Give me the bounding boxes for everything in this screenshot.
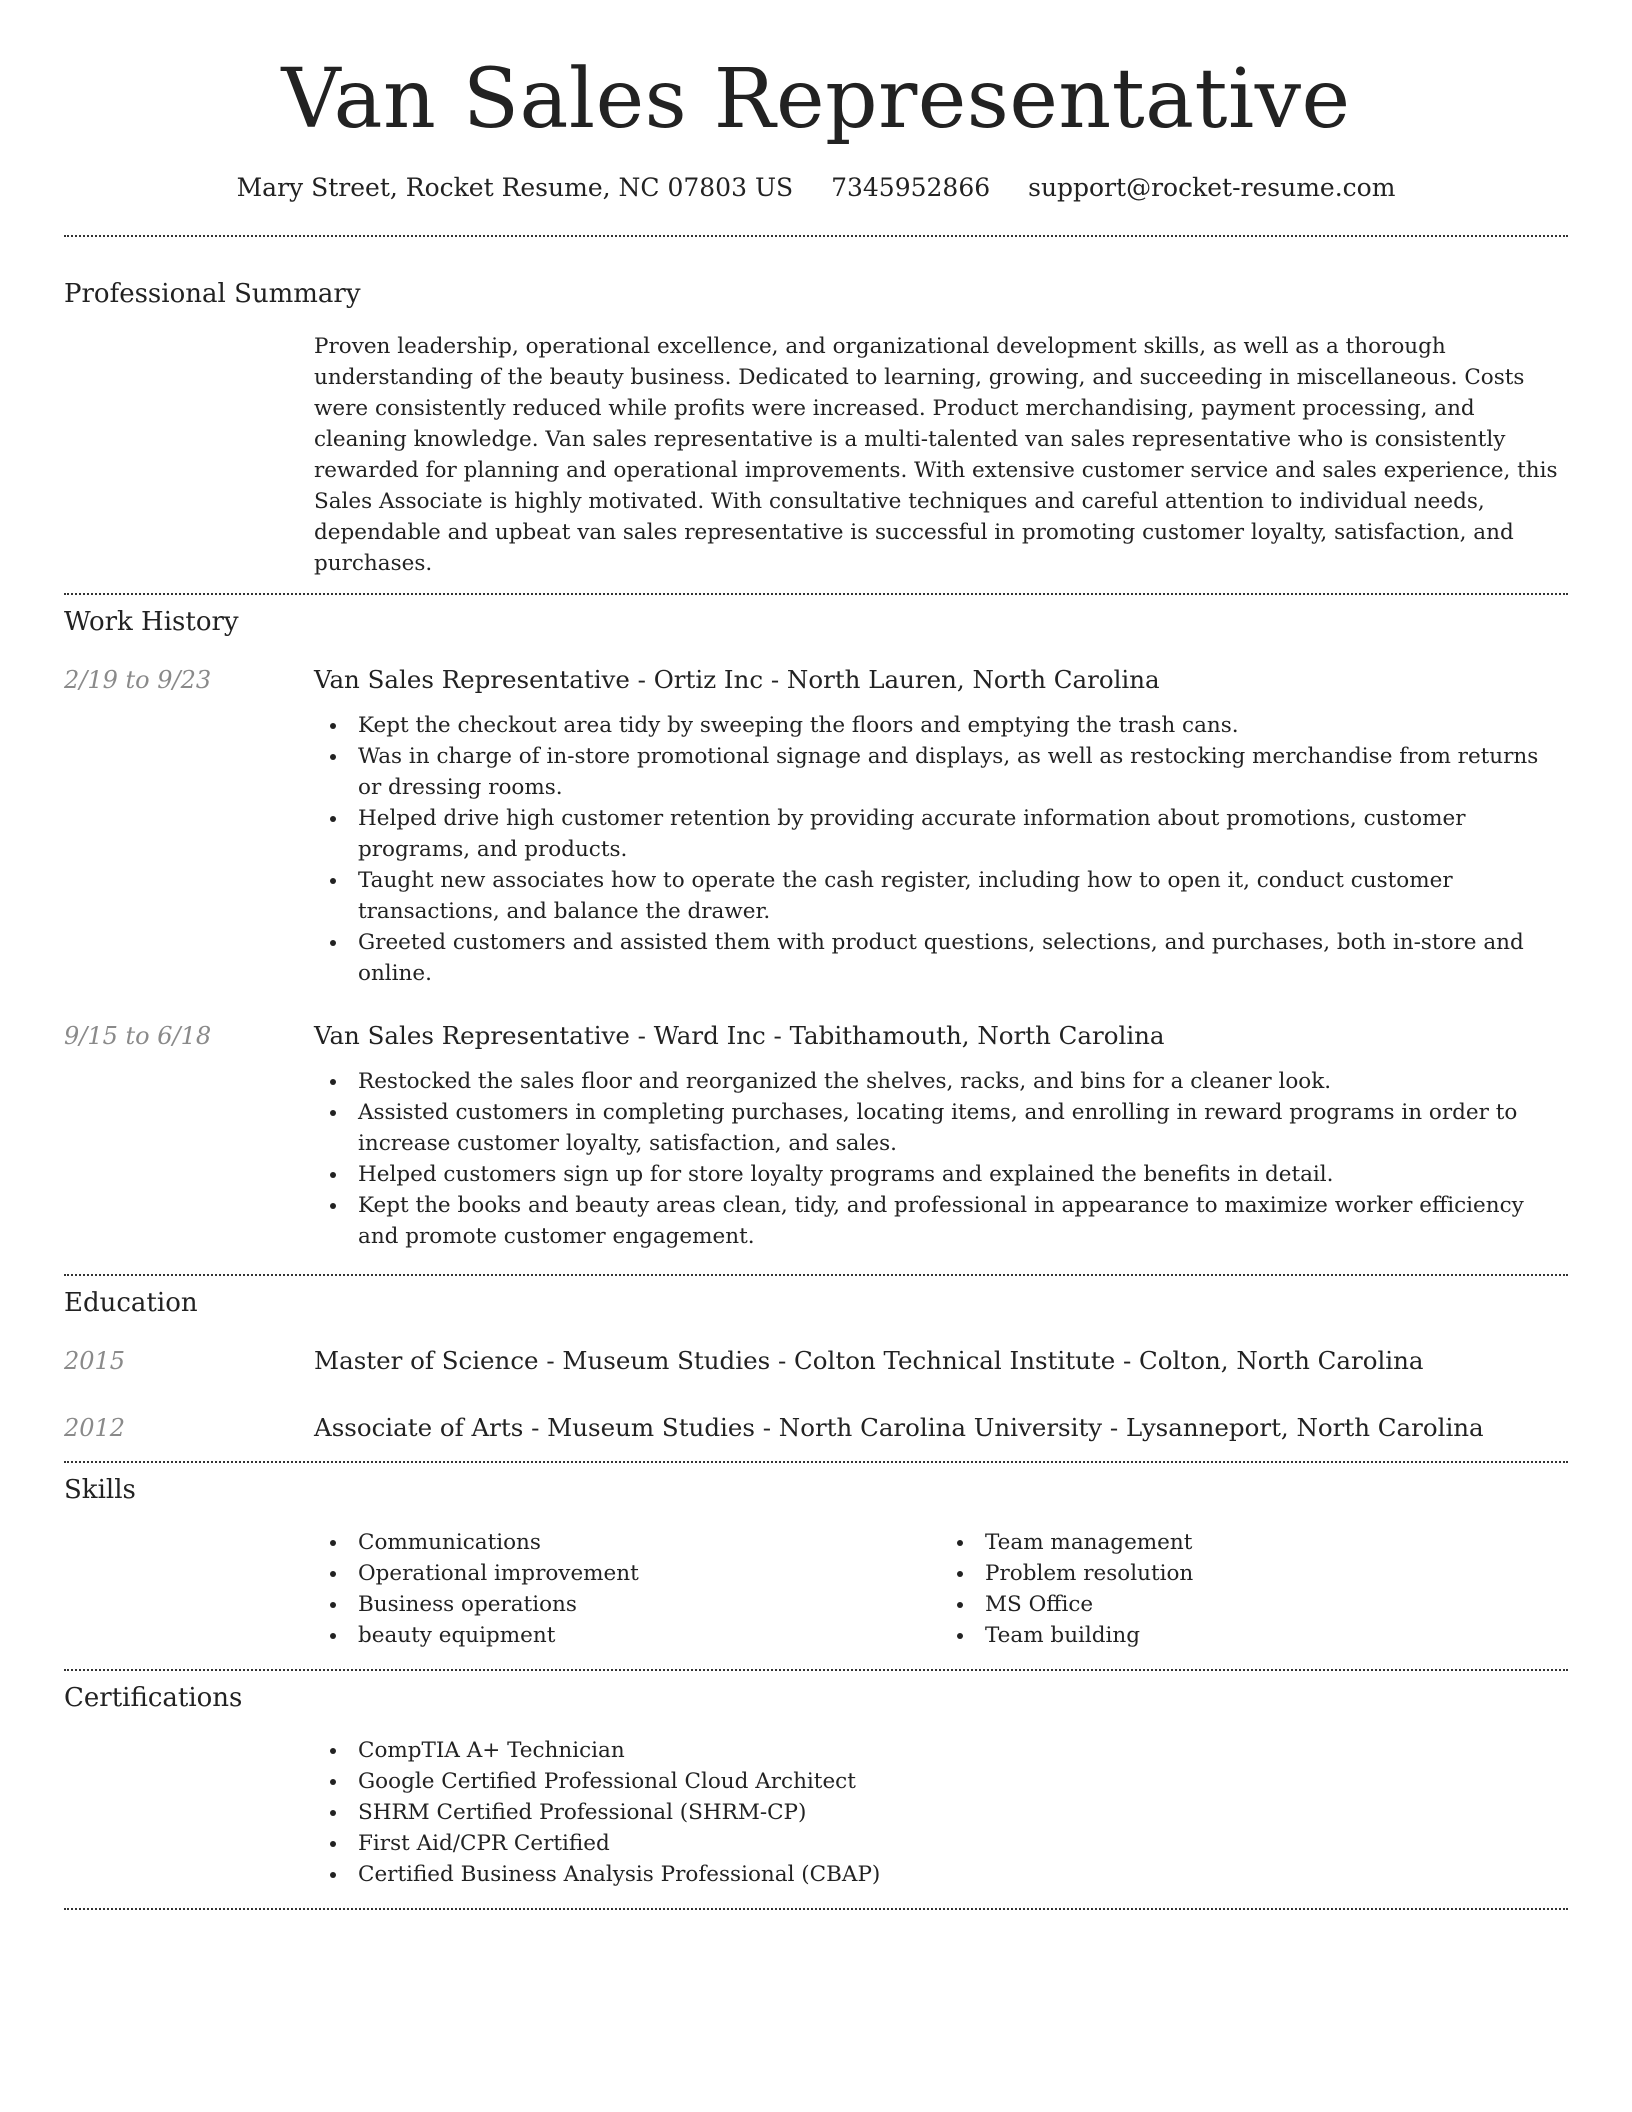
job-heading: Van Sales Representative - Ward Inc - Tabithamouth, North Carolina bbox=[314, 1021, 1165, 1050]
education-year: 2012 bbox=[64, 1414, 126, 1442]
job-heading: Van Sales Representative - Ortiz Inc - North Lauren, North Carolina bbox=[314, 665, 1160, 694]
skill-item: Problem resolution bbox=[957, 1558, 1568, 1589]
list-item: Helped drive high customer retention by providing accurate information about promotions, customer programs, and products. bbox=[330, 803, 1568, 865]
education-section bbox=[64, 1286, 1568, 1445]
skill-item: Business operations bbox=[330, 1589, 941, 1620]
skill-item: Team building bbox=[957, 1620, 1568, 1651]
skill-item: Team management bbox=[957, 1527, 1568, 1558]
divider bbox=[64, 235, 1568, 237]
resume-header bbox=[64, 0, 1568, 206]
certification-item: First Aid/CPR Certified bbox=[330, 1828, 1568, 1859]
education-degree: Master of Science - Museum Studies bbox=[314, 1346, 771, 1375]
divider bbox=[64, 1908, 1568, 1910]
education-school: Colton Technical Institute - Colton, North Carolina bbox=[794, 1346, 1424, 1375]
divider bbox=[64, 1274, 1568, 1276]
contact-address: Mary Street, Rocket Resume, NC 07803 US bbox=[236, 173, 794, 202]
skills-column-2 bbox=[957, 1527, 1568, 1651]
list-item: Greeted customers and assisted them with product questions, selections, and purchases, both in-store and online. bbox=[330, 927, 1568, 989]
candidate-name: Van Sales Representative bbox=[281, 52, 1351, 147]
section-title-work-history: Work History bbox=[64, 607, 239, 637]
skills-column-1 bbox=[330, 1527, 941, 1651]
list-item: Assisted customers in completing purchases, locating items, and enrolling in reward programs in order to increase customer loyalty, satisfaction, and sales. bbox=[330, 1097, 1568, 1159]
education-year: 2015 bbox=[64, 1347, 126, 1375]
section-title-summary: Professional Summary bbox=[64, 279, 361, 309]
certification-item: SHRM Certified Professional (SHRM-CP) bbox=[330, 1797, 1568, 1828]
list-item: Helped customers sign up for store loyalty programs and explained the benefits in detail. bbox=[330, 1159, 1568, 1190]
education-entry: 2015 Master of Science - Museum Studies - Colton Technical Institute - Colton, North Carolina bbox=[64, 1344, 1568, 1378]
skills-grid bbox=[314, 1527, 1568, 1651]
list-item: Taught new associates how to operate the cash register, including how to open it, conduct customer transactions, and balance the drawer. bbox=[330, 865, 1568, 927]
education-entry: 2012 Associate of Arts - Museum Studies - North Carolina University - Lysanneport, North Carolina bbox=[64, 1411, 1568, 1445]
job-dates: 9/15 to 6/18 bbox=[64, 1022, 212, 1050]
certification-item: CompTIA A+ Technician bbox=[330, 1735, 1568, 1766]
contact-email: support@rocket-resume.com bbox=[1028, 173, 1396, 202]
divider bbox=[64, 1461, 1568, 1463]
certifications-section bbox=[64, 1681, 1568, 1890]
skill-item: MS Office bbox=[957, 1589, 1568, 1620]
list-item: Was in charge of in-store promotional signage and displays, as well as restocking merchandise from returns or dressing rooms. bbox=[330, 741, 1568, 803]
divider bbox=[64, 1669, 1568, 1671]
skill-item: Operational improvement bbox=[330, 1558, 941, 1589]
education-degree: Associate of Arts - Museum Studies bbox=[314, 1413, 755, 1442]
skill-item: Communications bbox=[330, 1527, 941, 1558]
resume-page bbox=[64, 0, 1568, 1910]
job-entry bbox=[64, 1019, 1568, 1252]
contact-phone: 7345952866 bbox=[831, 173, 991, 202]
certification-item: Google Certified Professional Cloud Architect bbox=[330, 1766, 1568, 1797]
job-dates: 2/19 to 9/23 bbox=[64, 666, 212, 694]
skill-item: beauty equipment bbox=[330, 1620, 941, 1651]
job-bullets bbox=[330, 1066, 1568, 1252]
contact-line bbox=[64, 170, 1568, 206]
list-item: Kept the checkout area tidy by sweeping the floors and emptying the trash cans. bbox=[330, 710, 1568, 741]
list-item: Restocked the sales floor and reorganized the shelves, racks, and bins for a cleaner look. bbox=[330, 1066, 1568, 1097]
job-bullets bbox=[330, 710, 1568, 989]
summary-section bbox=[64, 277, 1568, 579]
certification-item: Certified Business Analysis Professional (CBAP) bbox=[330, 1859, 1568, 1890]
section-title-education: Education bbox=[64, 1288, 198, 1318]
job-entry bbox=[64, 663, 1568, 989]
section-title-skills: Skills bbox=[64, 1475, 136, 1505]
certifications-list bbox=[330, 1735, 1568, 1890]
section-title-certifications: Certifications bbox=[64, 1683, 243, 1713]
list-item: Kept the books and beauty areas clean, tidy, and professional in appearance to maximize worker efficiency and promote customer engagement. bbox=[330, 1190, 1568, 1252]
education-school: North Carolina University - Lysanneport, North Carolina bbox=[778, 1413, 1484, 1442]
work-history-section bbox=[64, 605, 1568, 1252]
skills-section bbox=[64, 1473, 1568, 1651]
divider bbox=[64, 593, 1568, 595]
summary-text: Proven leadership, operational excellence, and organizational development skills, as well as a thorough understanding of the beauty business. Dedicated to learning, growing, and succeeding in miscellaneous. Costs were consistently reduced while profits were increased. Product merchandising, payment processing, and cleaning knowledge. Van sales representative is a multi-talented van sales representative who is consistently rewarded for planning and operational improvements. With extensive customer service and sales experience, this Sales Associate is highly motivated. With consultative techniques and careful attention to individual needs, dependable and upbeat van sales representative is successful in promoting customer loyalty, satisfaction, and purchases. bbox=[314, 334, 1558, 576]
